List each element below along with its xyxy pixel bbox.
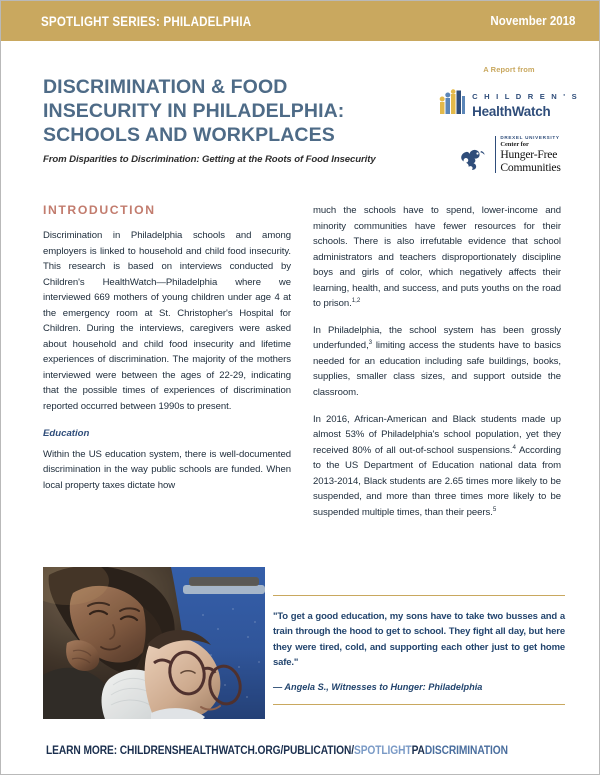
footnote-ref-4: 4 <box>512 443 516 451</box>
bus-riders-photo <box>43 567 265 719</box>
rp3-text-b: According to the US Department of Education national data from 2013-2014, Black students are 2.65 times more likely to be suspended, and more than three times more likely to be suspended multiple times, than their peers. <box>313 444 561 518</box>
series-label: SPOTLIGHT SERIES: PHILADELPHIA <box>41 13 252 29</box>
drexel-dragon-icon <box>457 142 491 172</box>
page-title: DISCRIMINATION & FOOD INSECURITY IN PHILADELPHIA: SCHOOLS AND WORKPLACES <box>43 76 345 146</box>
quote-text: "To get a good education, my sons have to take two busses and a train through the hood to get to school. They fight all day, but here they were tired, cold, and supporting each other just to get home safe." <box>273 611 565 669</box>
childrens-healthwatch-logo <box>433 87 585 118</box>
learn-more-link[interactable] <box>46 744 508 757</box>
childrens-healthwatch-wordmark <box>472 87 579 118</box>
introduction-heading: INTRODUCTION <box>43 203 156 217</box>
header-bar <box>1 1 600 41</box>
footer-highlight: SPOTLIGHT <box>353 744 412 757</box>
logo-column <box>433 65 585 173</box>
footnote-ref-5: 5 <box>492 505 497 513</box>
chw-line-2: HealthWatch <box>472 103 551 119</box>
publication-date: November 2018 <box>489 14 575 28</box>
rp3-text-a: In 2016, African-American and Black students made up almost 53% of Philadelphia's school population, yet they received 80% of all out-of-school suspensions. <box>313 413 561 456</box>
right-paragraph-3 <box>313 412 561 521</box>
right-paragraph-2 <box>313 323 561 401</box>
bar-chart-children-icon <box>439 89 467 115</box>
rp2-text-before: In Philadelphia, the school system has been grossly underfunded, <box>313 324 561 352</box>
footer-mid: PA <box>411 744 425 757</box>
right-column <box>313 203 561 520</box>
hunger-free-communities-logo <box>433 136 585 173</box>
report-from-label: A Report from <box>483 65 535 74</box>
footnote-ref-1: 1,2 <box>351 297 361 305</box>
right-paragraph-1 <box>313 203 561 312</box>
footer-prefix: LEARN MORE: CHILDRENSHEALTHWATCH.ORG/PUBLICATION/ <box>46 744 354 757</box>
education-paragraph: Within the US education system, there is well-documented discrimination in the way public schools are funded. When local property taxes dictate how <box>43 448 291 491</box>
title-block <box>43 75 403 165</box>
quote-attribution: — Angela S., Witnesses to Hunger: Philadelphia <box>273 681 483 692</box>
footnote-ref-3: 3 <box>368 339 373 347</box>
hfc-institution: DREXEL UNIVERSITY <box>500 134 560 140</box>
footer-suffix: DISCRIMINATION <box>424 744 508 757</box>
footer-bar <box>1 727 600 774</box>
left-column <box>43 203 291 493</box>
intro-paragraph: Discrimination in Philadelphia schools and among employers is linked to household and child food insecurity. This research is based on interviews conducted by Children's HealthWatch—Philadelphia where we interviewed 669 mothers of young children under age 4 at the emergency room at St. Christopher's Hospital for Children. During the interviews, caregivers were asked about household and child food insecurity and lifetime experiences of discrimination. The majority of the mothers interviewed were between the ages of 22-29, indicating that the possible times of experiences of discrimination reported occurred between 1990s to present. <box>43 230 291 413</box>
page-subtitle: From Disparities to Discrimination: Getting at the Roots of Food Insecurity <box>43 154 376 165</box>
chw-line-1: C H I L D R E N ' S <box>472 92 579 101</box>
pull-quote <box>273 595 565 705</box>
education-subheading: Education <box>43 427 90 439</box>
rp2-text-after: limiting access the students have to basics needed for an education including safe buildings, books, supplies, smaller class sizes, and support outside the classroom. <box>313 340 561 399</box>
hunger-free-wordmark <box>495 136 560 173</box>
hfc-line-1: Hunger-Free <box>500 147 558 161</box>
hfc-line-2: Communities <box>500 160 561 174</box>
rp1-text: much the schools have to spend, lower-income and minority communities have fewer resources for their schools. There is also irrefutable evidence that school administrators and teachers disproportionately discipline boys and girls of color, which negatively affects their learning, health, and success, and puts youths on the road to prison. <box>313 205 561 310</box>
hfc-center-for: Center for <box>500 140 529 148</box>
